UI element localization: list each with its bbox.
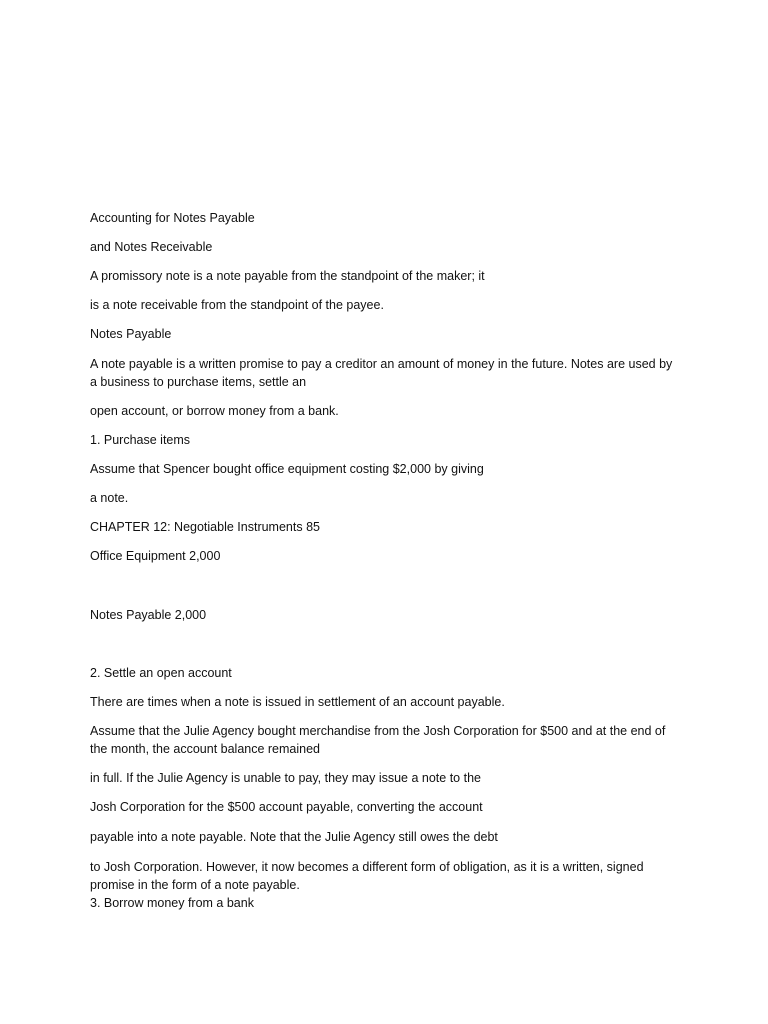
paragraph-promissory-note-1: A promissory note is a note payable from the standpoint of the maker; it (90, 269, 485, 283)
paragraph-note-payable-definition: A note payable is a written promise to pay a creditor an amount of money in the future. Notes are used by a business to purchase items, settle an (90, 357, 673, 389)
journal-entry-notes-payable: Notes Payable 2,000 (90, 608, 207, 622)
paragraph-spencer-example-1: Assume that Spencer bought office equipment costing $2,000 by giving (90, 462, 484, 476)
heading-line-1: Accounting for Notes Payable (90, 211, 255, 225)
paragraph-julie-agency-2: in full. If the Julie Agency is unable to pay, they may issue a note to the (90, 771, 481, 785)
heading-line-2: and Notes Receivable (90, 240, 213, 254)
paragraph-note-payable-continued: open account, or borrow money from a bank. (90, 404, 339, 418)
chapter-footer: CHAPTER 12: Negotiable Instruments 85 (90, 520, 320, 534)
list-item-settle-open-account: 2. Settle an open account (90, 666, 232, 680)
paragraph-settlement: There are times when a note is issued in settlement of an account payable. (90, 695, 505, 709)
paragraph-julie-agency-4: payable into a note payable. Note that the Julie Agency still owes the debt (90, 830, 498, 844)
section-heading-notes-payable: Notes Payable (90, 327, 172, 341)
paragraph-julie-agency-1: Assume that the Julie Agency bought merchandise from the Josh Corporation for $500 and at the end of the month, the account balance remained (90, 724, 666, 756)
journal-entry-office-equipment: Office Equipment 2,000 (90, 549, 221, 563)
paragraph-julie-agency-3: Josh Corporation for the $500 account payable, converting the account (90, 800, 483, 814)
paragraph-julie-agency-5: to Josh Corporation. However, it now becomes a different form of obligation, as it is a written, signed promise in the form of a note payable. (90, 860, 644, 892)
paragraph-promissory-note-2: is a note receivable from the standpoint of the payee. (90, 298, 384, 312)
list-item-borrow-money: 3. Borrow money from a bank (90, 896, 254, 910)
list-item-purchase-items: 1. Purchase items (90, 433, 191, 447)
paragraph-spencer-example-2: a note. (90, 491, 129, 505)
